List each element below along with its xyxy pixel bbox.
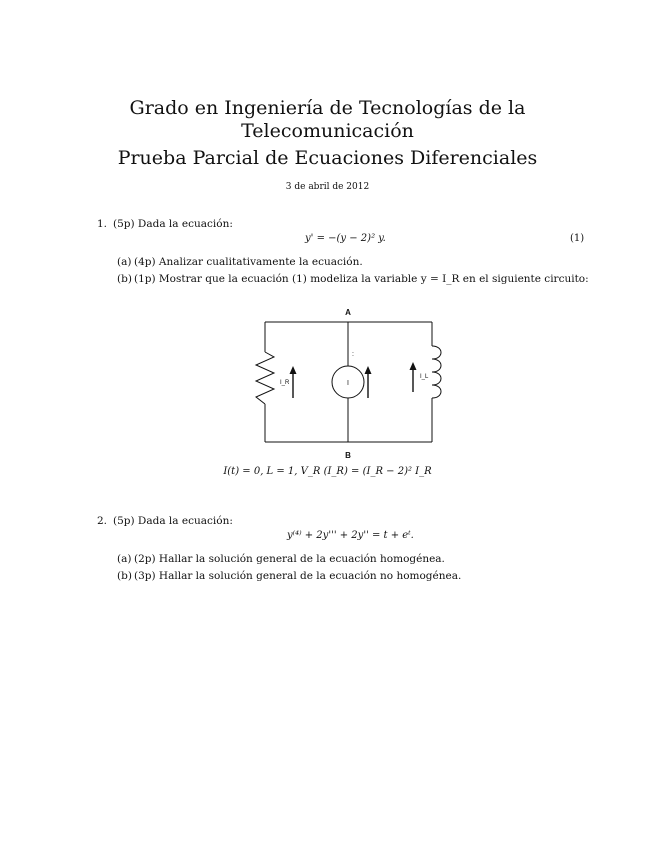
circuit-diagram: [250, 302, 460, 462]
problem-1-number: 1.: [97, 218, 108, 230]
source-label: I: [347, 380, 349, 387]
title: [0, 97, 655, 143]
problem-1-equation: y' = −(y − 2)² y.: [305, 233, 386, 244]
problem-2-equation: y⁽⁴⁾ + 2y''' + 2y'' = t + eᵗ.: [287, 530, 414, 541]
problem-1-item-a-label: (a): [117, 256, 132, 268]
inductor-current-arrow: [410, 362, 417, 392]
problem-1-item-a: (4p) Analizar cualitativamente la ecuación.: [134, 256, 363, 268]
problem-2-item-b-label: (b): [117, 570, 132, 582]
problem-2-number: 2.: [97, 515, 108, 527]
inductor-icon: [432, 346, 441, 398]
problem-2-item-a: (2p) Hallar la solución general de la ecuación homogénea.: [134, 553, 445, 565]
node-a-label: A: [345, 308, 351, 317]
problem-2-item-b: (3p) Hallar la solución general de la ecuación no homogénea.: [134, 570, 462, 582]
circuit-caption: I(t) = 0, L = 1, V_R (I_R) = (I_R − 2)² I_R: [223, 466, 432, 477]
problem-2-item-a-label: (a): [117, 553, 132, 565]
node-b-label: B: [345, 451, 351, 460]
inductor-current-label: I_L: [420, 374, 429, 380]
problem-1-item-b-label: (b): [117, 273, 132, 285]
equation-number: (1): [570, 233, 585, 244]
problem-1-intro: (5p) Dada la ecuación:: [113, 218, 233, 230]
colon-mark: :: [352, 351, 354, 358]
resistor-icon: [256, 352, 274, 404]
subtitle: Prueba Parcial de Ecuaciones Diferenciales: [117, 147, 538, 169]
source-current-arrow: [365, 366, 372, 398]
resistor-current-arrow: [290, 366, 297, 398]
problem-1-item-b: (1p) Mostrar que la ecuación (1) modeliza la variable y = I_R en el siguiente circuito:: [134, 273, 589, 285]
date: 3 de abril de 2012: [285, 182, 370, 192]
title-line-1: Grado en Ingeniería de Tecnologías de la: [129, 97, 526, 119]
resistor-current-label: I_R: [280, 380, 290, 386]
title-line-2: Telecomunicación: [241, 120, 414, 142]
problem-2-intro: (5p) Dada la ecuación:: [113, 515, 233, 527]
